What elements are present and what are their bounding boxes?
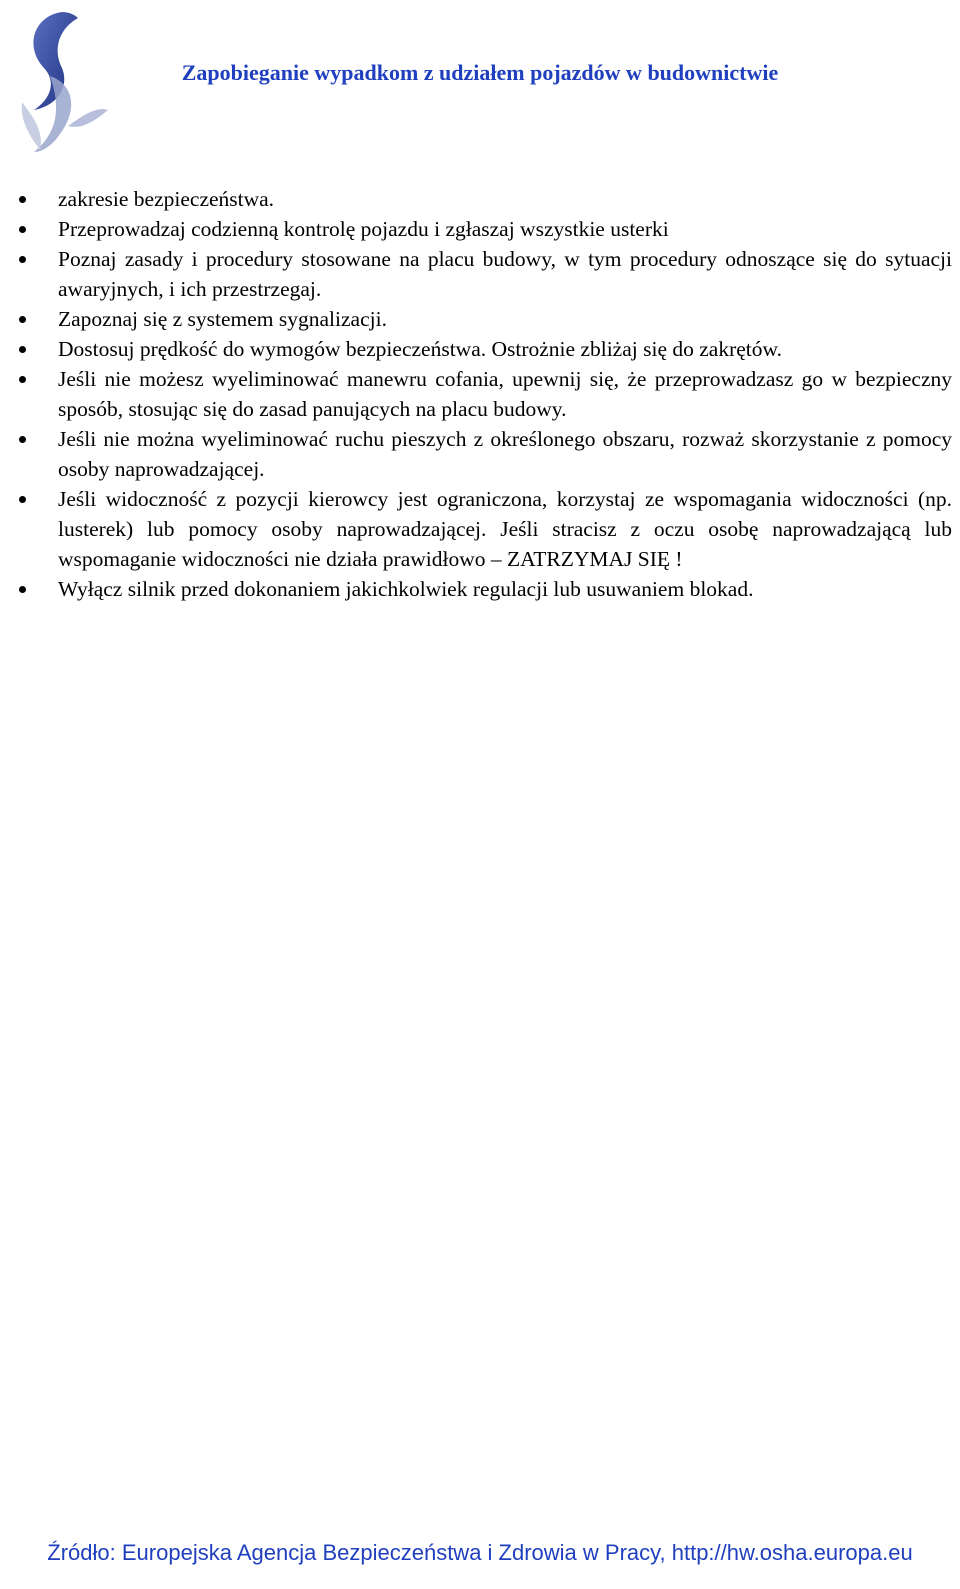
list-item: Jeśli nie można wyeliminować ruchu pieszych z określonego obszaru, rozważ skorzystanie z pomocy osoby naprowadzającej. xyxy=(18,424,952,484)
list-item: Dostosuj prędkość do wymogów bezpieczeństwa. Ostrożnie zbliżaj się do zakrętów. xyxy=(18,334,952,364)
list-item: Jeśli nie możesz wyeliminować manewru cofania, upewnij się, że przeprowadzasz go w bezpieczny sposób, stosując się do zasad panujących na placu budowy. xyxy=(18,364,952,424)
list-item: Wyłącz silnik przed dokonaniem jakichkolwiek regulacji lub usuwaniem blokad. xyxy=(18,574,952,604)
source-footer: Źródło: Europejska Agencja Bezpieczeństwa i Zdrowia w Pracy, http://hw.osha.europa.eu xyxy=(47,1540,913,1565)
page-title: Zapobieganie wypadkom z udziałem pojazdów w budownictwie xyxy=(181,60,779,85)
list-item: Jeśli widoczność z pozycji kierowcy jest ograniczona, korzystaj ze wspomagania widoczności (np. lusterek) lub pomocy osoby naprowadzającej. Jeśli stracisz z oczu osobę naprowadzającą lub wspomaganie widoczności nie działa prawidłowo – ZATRZYMAJ SIĘ ! xyxy=(18,484,952,574)
bullet-list xyxy=(18,184,952,604)
list-item: Poznaj zasady i procedury stosowane na placu budowy, w tym procedury odnoszące się do sytuacji awaryjnych, i ich przestrzegaj. xyxy=(18,244,952,304)
list-item: zakresie bezpieczeństwa. xyxy=(18,184,952,214)
list-item: Przeprowadzaj codzienną kontrolę pojazdu i zgłaszaj wszystkie usterki xyxy=(18,214,952,244)
list-item: Zapoznaj się z systemem sygnalizacji. xyxy=(18,304,952,334)
